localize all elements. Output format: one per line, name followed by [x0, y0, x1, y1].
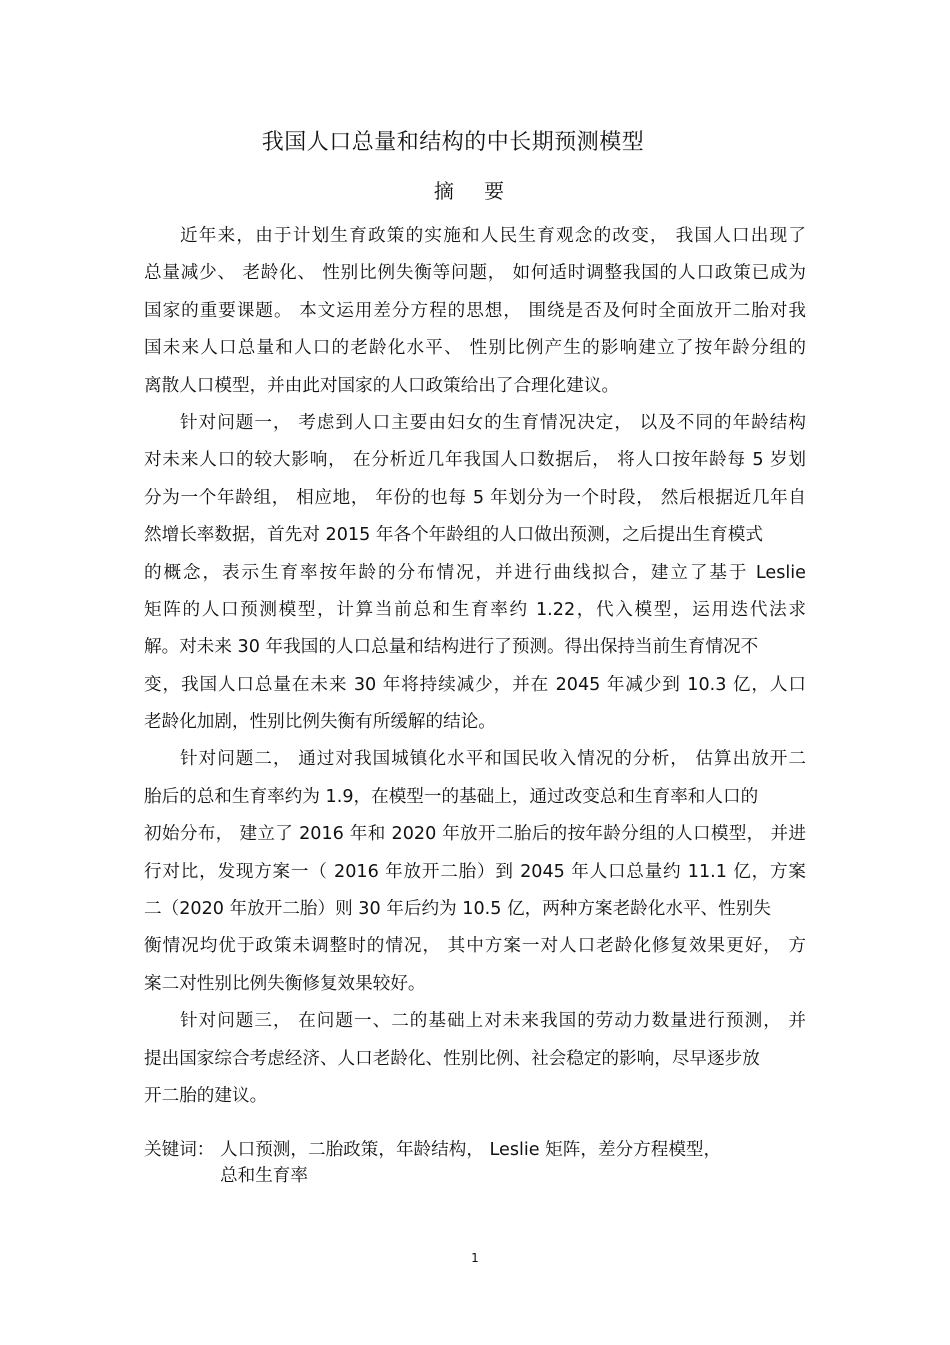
abstract-heading: 摘 要	[433, 179, 517, 203]
keywords-label: 关键词：	[144, 1140, 215, 1160]
abstract-line: 行对比，发现方案一（ 2016 年放开二胎）到 2045 年人口总量约 11.1 亿，方案	[144, 861, 806, 882]
abstract-line: 变，我国人口总量在未来 30 年将持续减少，并在 2045 年减少到 10.3 亿，人口	[144, 674, 806, 695]
abstract-line: 矩阵的人口预测模型，计算当前总和生育率约 1.22，代入模型，运用迭代法求	[144, 599, 806, 620]
abstract-line: 解。对未来 30 年我国的人口总量和结构进行了预测。得出保持当前生育情况不	[144, 637, 759, 658]
abstract-body	[144, 218, 806, 1115]
keywords-text: 人口预测，二胎政策，年龄结构， Leslie 矩阵，差分方程模型，	[220, 1140, 722, 1160]
abstract-line: 衡情况均优于政策未调整时的情况， 其中方案一对人口老龄化修复效果更好， 方	[144, 936, 806, 957]
abstract-line: 然增长率数据，首先对 2015 年各个年龄组的人口做出预测，之后提出生育模式	[144, 525, 763, 546]
page-title: 我国人口总量和结构的中长期预测模型	[261, 130, 645, 155]
abstract-line: 老龄化加剧，性别比例失衡有所缓解的结论。	[144, 712, 496, 733]
abstract-line: 针对问题二， 通过对我国城镇化水平和国民收入情况的分析， 估算出放开二	[180, 749, 806, 770]
abstract-line: 初始分布， 建立了 2016 年和 2020 年放开二胎后的按年龄分组的人口模型， 并进	[144, 824, 806, 845]
abstract-line: 国家的重要课题。 本文运用差分方程的思想， 围绕是否及何时全面放开二胎对我	[144, 300, 806, 321]
abstract-line: 案二对性别比例失衡修复效果较好。	[144, 973, 426, 994]
abstract-line: 总量减少、 老龄化、 性别比例失衡等问题， 如何适时调整我国的人口政策已成为	[144, 263, 806, 284]
abstract-line: 针对问题一， 考虑到人口主要由妇女的生育情况决定， 以及不同的年龄结构	[180, 412, 806, 433]
page-number: 1	[471, 1251, 479, 1265]
abstract-line: 开二胎的建议。	[144, 1085, 268, 1106]
keywords-continuation: 总和生育率	[220, 1166, 308, 1186]
abstract-line: 近年来，由于计划生育政策的实施和人民生育观念的改变， 我国人口出现了	[180, 226, 806, 246]
abstract-line: 分为一个年龄组， 相应地， 年份的也每 5 年划分为一个时段， 然后根据近几年自	[144, 487, 806, 508]
abstract-line: 离散人口模型，并由此对国家的人口政策给出了合理化建议。	[144, 375, 620, 396]
abstract-line: 提出国家综合考虑经济、人口老龄化、性别比例、社会稳定的影响，尽早逐步放	[144, 1048, 760, 1069]
abstract-line: 针对问题三， 在问题一、二的基础上对未来我国的劳动力数量进行预测， 并	[180, 1011, 806, 1032]
abstract-line: 的概念，表示生育率按年龄的分布情况，并进行曲线拟合，建立了基于 Leslie	[144, 562, 806, 583]
abstract-line: 胎后的总和生育率约为 1.9，在模型一的基础上，通过改变总和生育率和人口的	[144, 786, 759, 807]
abstract-line: 对未来人口的较大影响， 在分析近几年我国人口数据后， 将人口按年龄每 5 岁划	[144, 450, 806, 471]
keywords-line	[144, 1137, 806, 1163]
abstract-line: 二（2020 年放开二胎）则 30 年后约为 10.5 亿，两种方案老龄化水平、性别失	[144, 899, 771, 920]
keywords-block	[144, 1137, 806, 1189]
abstract-line: 国未来人口总量和人口的老龄化水平、 性别比例产生的影响建立了按年龄分组的	[144, 338, 806, 359]
